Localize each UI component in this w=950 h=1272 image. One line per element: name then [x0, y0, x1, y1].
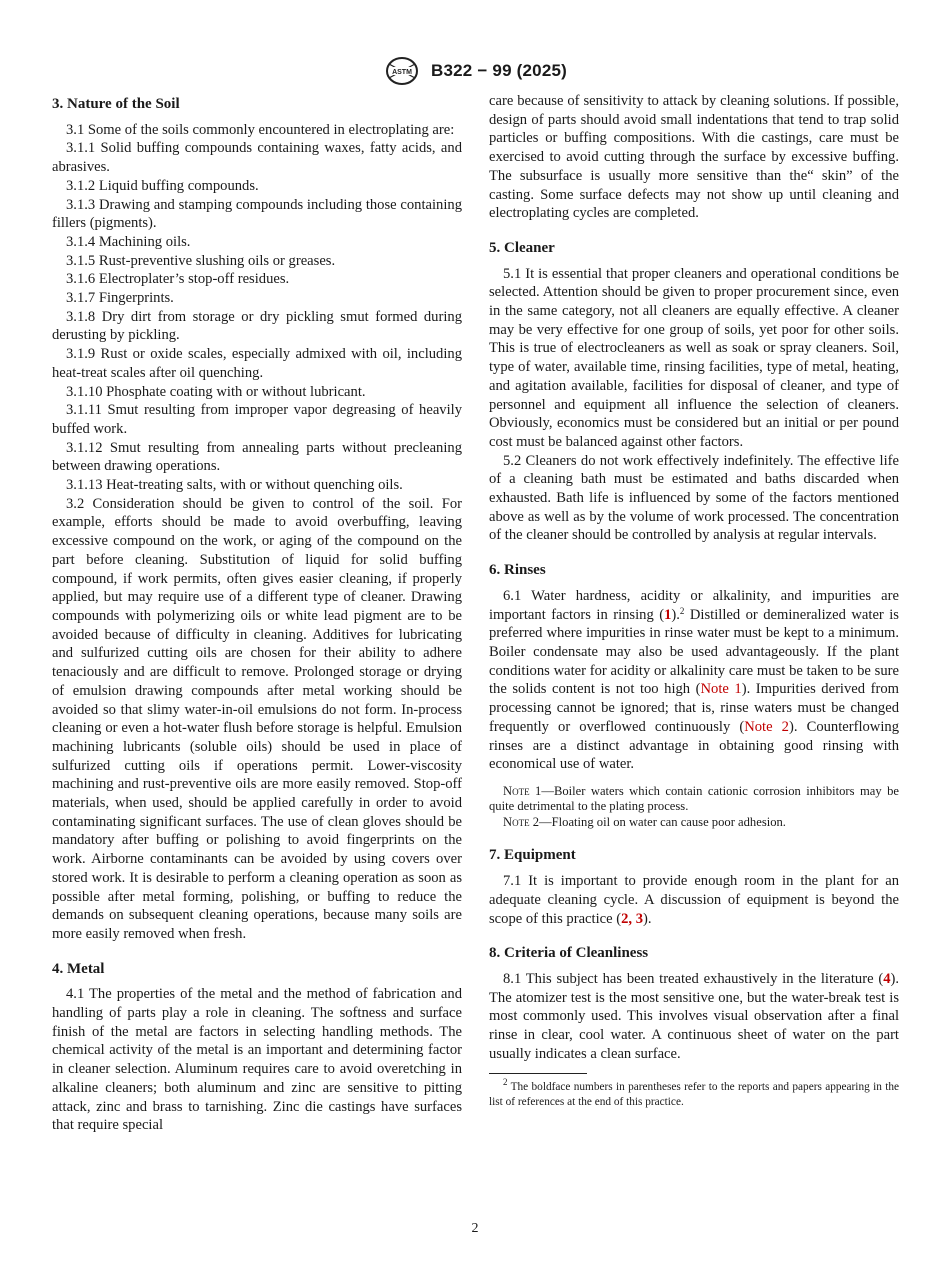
note-1-link[interactable]: Note 1 — [700, 681, 742, 698]
footnote-divider — [489, 1073, 587, 1074]
left-column — [52, 92, 462, 1135]
para-3-1-4: 3.1.4 Machining oils. — [66, 233, 191, 250]
section-4-heading: 4. Metal — [52, 960, 105, 977]
astm-logo-text: ASTM — [392, 69, 412, 76]
para-5-1: 5.1 It is essential that proper cleaners and operational conditions be selected. Attention should be given to proper procurement since, even in the same category, not all cleaners are equally effective. A cleaner may be very effective for one group of soils, yet poor for other soils. This is true of electrocleaners as well as soak or spray cleaners. Soil, type of water, available time, rinsing facilities, type of metal, heating, and agitation available, facilities for disposal of cleaner, and type of personnel and equipment all influence the selection of cleaners. Obviously, economics must be considered but an initial or per pound cost must be balanced against other factors. — [489, 265, 899, 450]
section-6-heading: 6. Rinses — [489, 562, 546, 579]
para-3-1-6: 3.1.6 Electroplater’s stop-off residues. — [66, 271, 290, 288]
reference-link-2-3[interactable]: 2, 3 — [621, 910, 643, 927]
para-6-1: 6.1 Water hardness, acidity or alkalinity, and impurities are important factors in rinsing (1).$^2$ Distilled or demineralized water is preferred where impurities in rinse water must be kept to a minimum. Boiler condensate may also be used advantageously. If the plant conditions water for acidity or alkalinity care must be taken to be sure the solids content is not too high (Note 1). Impurities derived from processing cannot be ignored; that is, rinse waters must be changed frequently or overflowed continuously (Note 2). Counterflowing rinses are a distinct advantage in obtaining good rinsing with economical use of water. — [489, 587, 899, 773]
reference-link-1[interactable]: 1 — [664, 606, 672, 623]
para-3-1-12: 3.1.12 Smut resulting from annealing parts without precleaning between drawing operations. — [52, 439, 462, 475]
astm-logo-icon — [383, 56, 421, 86]
reference-link-4[interactable]: 4 — [883, 970, 891, 987]
para-3-1-2: 3.1.2 Liquid buffing compounds. — [66, 177, 259, 194]
page-header — [0, 56, 950, 86]
para-4-1: 4.1 The properties of the metal and the method of fabrication and handling of parts play a role in cleaning. The softness and surface finish of the metal are factors in selecting handling methods. The chemical activity of the metal is an important and determining factor in cleaner selection. Aluminum requires care to avoid overetching in alkaline cleaners; both aluminum and zinc are sensitive to pitting attack, zinc and brass to tarnishing. Zinc die castings have surfaces that require special — [52, 986, 462, 1134]
para-3-1-13: 3.1.13 Heat-treating salts, with or without quenching oils. — [66, 477, 403, 494]
para-7-1: 7.1 It is important to provide enough room in the plant for an adequate cleaning cycle. A discussion of equipment is beyond the scope of this practice (2, 3). — [489, 873, 899, 927]
para-3-1-11: 3.1.11 Smut resulting from improper vapor degreasing of heavily buffed work. — [52, 402, 462, 437]
para-3-1-9: 3.1.9 Rust or oxide scales, especially admixed with oil, including heat-treat scales after oil quenching. — [52, 346, 462, 381]
section-5-heading: 5. Cleaner — [489, 239, 555, 256]
standard-designation: B322 − 99 (2025) — [431, 61, 567, 80]
note-2: Note 2—Floating oil on water can cause poor adhesion. — [503, 814, 786, 829]
para-3-1-8: 3.1.8 Dry dirt from storage or dry pickling smut formed during derusting by pickling. — [52, 308, 462, 344]
page-number: 2 — [471, 1221, 479, 1236]
footnote-marker[interactable]: 2 — [679, 605, 685, 616]
para-4-1-continued: care because of sensitivity to attack by cleaning solutions. If possible, design of parts should avoid small indentations that tend to trap solid particles or buffing compositions. With die castings, care must be exercised to avoid cutting through the surface by excessive buffing. The subsurface is usually more sensitive than the“ skin” of the casting. Some surface defects may not show up until cleaning and electroplating cycles are completed. — [489, 93, 899, 222]
para-3-1-7: 3.1.7 Fingerprints. — [66, 290, 174, 307]
para-8-1: 8.1 This subject has been treated exhaustively in the literature (4). The atomizer test is the most sensitive one, but the water-break test is most commonly used. This involves visual observation after a final rinse in clear, cool water. A continuous sheet of water on the part usually indicates a clean surface. — [489, 970, 899, 1062]
para-3-2: 3.2 Consideration should be given to control of the soil. For example, efforts should be made to avoid overbuffing, leaving excessive compound on the work, or aging of the compound on the part before cleaning. Substitution of liquid for solid buffing compound, if work permits, often gives easier cleaning, if properly applied, but may require use of a different type of cleaner. Drawing compounds with polymerizing oils or white lead pigment are to be avoided because of difficulty in cleaning. Additives for lubricating and sulfurized cutting oils are chosen for their ability to adhere tenaciously and are difficult to remove. Prolonged storage or drying of emulsion drawing compounds after metal working should be avoided so that slimy water-in-oil emulsions do not form. In-process cleaning or even a hot-water flush before storage is helpful. Emulsion machining lubricants (soluble oils) should be used in place of sulfurized cutting oils if operations permit. Lower-viscosity machining and rust-preventive oils are more easily removed. Stop-off materials, when used, should be applied carefully in order to avoid contaminating significant surfaces. The use of clean gloves should be mandatory after buffing or polishing to avoid fingerprints on the work. Airborne contaminants can be avoided by using covers over stored work. It is desirable to perform a cleaning operation as soon as possible after metal forming, polishing, or buffing to reduce the demands on subsequent cleaning operations, because many soils are more easily removed when fresh. — [52, 495, 462, 942]
right-column — [489, 92, 899, 1110]
para-3-1-1: 3.1.1 Solid buffing compounds containing waxes, fatty acids, and abrasives. — [52, 140, 462, 176]
para-5-2: 5.2 Cleaners do not work effectively indefinitely. The effective life of a cleaning bath must be estimated and baths discarded when exhausted. Bath life is influenced by some of the factors mentioned above as well as by the volume of work processed. The concentration of the cleaner should be controlled by analysis at regular intervals. — [489, 452, 899, 544]
footnote-2: $^2$ The boldface numbers in parentheses refer to the reports and papers appearing in the list of references at the end of this practice. — [489, 1077, 899, 1109]
para-3-1-10: 3.1.10 Phosphate coating with or without lubricant. — [66, 383, 366, 400]
section-7-heading: 7. Equipment — [489, 847, 576, 864]
para-3-1: 3.1 Some of the soils commonly encountered in electroplating are: — [66, 121, 455, 138]
section-3-heading: 3. Nature of the Soil — [52, 96, 180, 112]
note-1: Note 1—Boiler waters which contain cationic corrosion inhibitors may be quite detrimental to the plating process. — [489, 783, 899, 814]
para-3-1-3: 3.1.3 Drawing and stamping compounds including those containing fillers (pigments). — [52, 196, 462, 232]
section-8-heading: 8. Criteria of Cleanliness — [489, 945, 649, 962]
note-2-link[interactable]: Note 2 — [744, 718, 789, 735]
para-3-1-5: 3.1.5 Rust-preventive slushing oils or greases. — [66, 252, 336, 269]
